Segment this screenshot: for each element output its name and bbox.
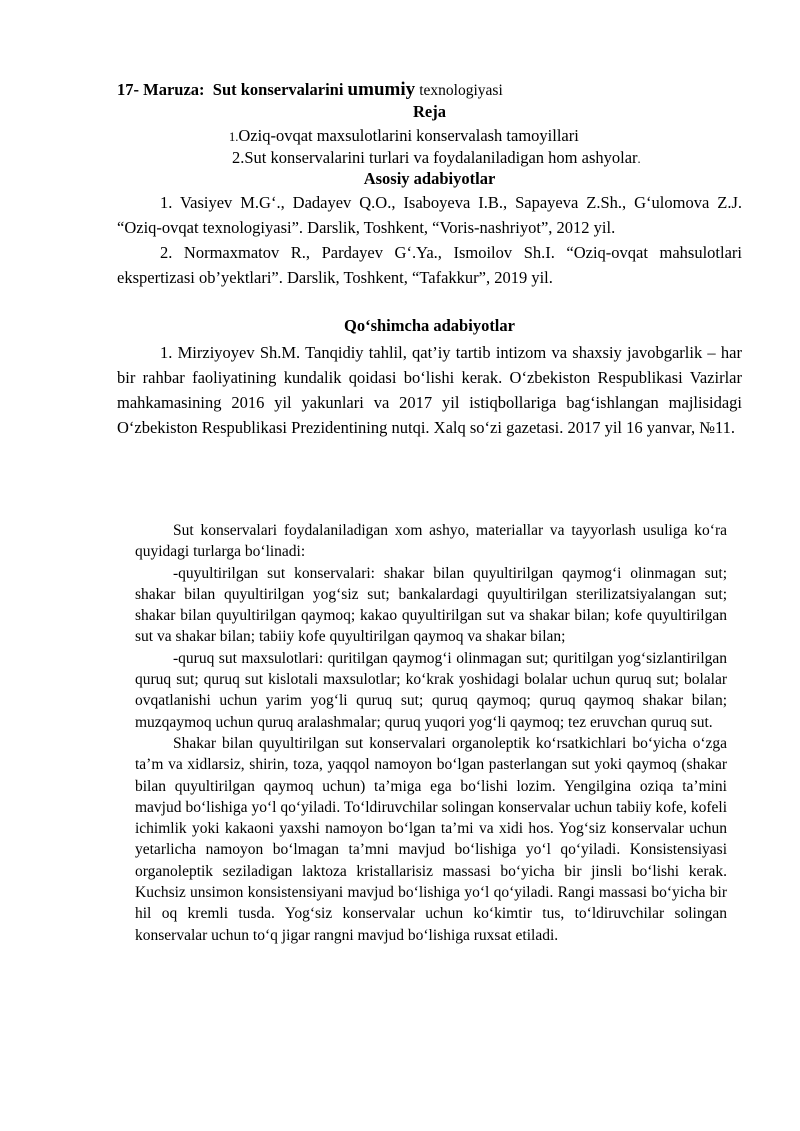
plan-item-1-text: Oziq-ovqat maxsulotlarini konservalash tamoyillari: [238, 126, 579, 145]
body-paragraph-intro: Sut konservalari foydalaniladigan xom ashyo, materiallar va tayyorlash usuliga ko‘ra quyidagi turlarga bo‘linadi:: [135, 522, 727, 561]
plan-item-1-number: 1.: [229, 130, 239, 144]
plan-item-1: [229, 126, 579, 146]
plan-heading: Reja: [413, 102, 446, 121]
plan-item-2: [232, 148, 641, 168]
extra-literature-ref-1: 1. Mirziyoyev Sh.M. Tanqidiy tahlil, qat’iy tartib intizom va shaxsiy javobgarlik – har bir rahbar faoliyatining kundalik qoidasi bo‘lishi kerak. O‘zbekiston Respublikasi Vazirlar mahkamasining 2016 yil yakunlari va 2017 yil istiqbollariga bag‘ishlangan majlisidagi O‘zbekiston Respublikasi Prezidentining nutqi. Xalq so‘zi gazetasi. 2017 yil 16 yanvar, №11.: [117, 343, 742, 437]
main-literature-heading: Asosiy adabiyotlar: [363, 169, 496, 188]
main-literature-list: [117, 190, 742, 290]
lecture-number: 17- Maruza:: [117, 80, 205, 99]
plan-item-2-dot: .: [637, 152, 641, 166]
lecture-title: [117, 79, 503, 101]
main-literature-ref-1: 1. Vasiyev M.G‘., Dadayev Q.O., Isaboyeva I.B., Sapayeva Z.Sh., G‘ulomova Z.J. “Oziq-ovqat texnologiyasi”. Darslik, Toshkent, “Voris-nashriyot”, 2012 yil.: [117, 193, 742, 237]
extra-literature-list: [117, 340, 742, 440]
body-paragraph-organoleptic: Shakar bilan quyultirilgan sut konservalari organoleptik ko‘rsatkichlari bo‘yicha o‘zga ta’m va xidlarsiz, shirin, toza, yaqqol namoyon bo‘lgan pasterlangan sut yoki qaymoq (shakar bilan quyultirilgan qaymoq uchun) ta’miga ega bo‘lishi lozim. Yengilgina oziqa ta’mini mavjud bo‘lishiga yo‘l qo‘yiladi. To‘ldiruvchilar solingan konservalar uchun tabiiy kofe, kofeli ichimlik yoki kakaoni yaxshi namoyon bo‘lgan ta’mi va xidi hos. Yog‘siz konservalar uchun yetarlicha namoyon bo‘lmagan ta’mni mavjud bo‘lishiga yo‘l qo‘yiladi. Konsistensiyasi organoleptik seziladigan laktoza kristallarisiz massasi bo‘yicha bir jinsli bo‘lishi kerak. Kuchsiz unsimon konsistensiyani mavjud bo‘lishiga yo‘l qo‘yiladi. Rangi massasi bo‘yicha bir hil oq kremli tusda. Yog‘siz konservalar uchun ko‘kimtir tus, to‘ldiruvchilar solingan konservalar uchun to‘q jigar rangni mavjud bo‘lishiga ruxsat etiladi.: [135, 734, 727, 944]
extra-literature-heading: Qo‘shimcha adabiyotlar: [344, 316, 515, 335]
body-paragraph-condensed: -quyultirilgan sut konservalari: shakar bilan quyultirilgan qaymog‘i olinmagan sut; shakar bilan quyultirilgan yog‘siz sut; bankalardagi quyultirilgan sterilizatsiyalangan sut; shakar bilan quyultirilgan qaymoq; kakao quyultirilgan sut va shakar bilan; kofe quyultirilgan sut va shakar bilan; tabiiy kofe quyultirilgan qaymoq va shakar bilan;: [135, 564, 727, 646]
lecture-title-part-c: texnologiyasi: [419, 82, 503, 99]
lecture-title-part-a: Sut konservalarini: [212, 80, 344, 99]
lecture-title-part-b: umumiy: [347, 79, 416, 100]
body-text: [135, 520, 727, 946]
main-literature-ref-2: 2. Normaxmatov R., Pardayev G‘.Ya., Ismoilov Sh.I. “Oziq-ovqat mahsulotlari ekspertizasi ob’yektlari”. Darslik, Toshkent, “Tafakkur”, 2019 yil.: [117, 243, 742, 287]
plan-item-2-text: 2.Sut konservalarini turlari va foydalaniladigan hom ashyolar: [232, 148, 638, 167]
body-paragraph-dry: -quruq sut maxsulotlari: quritilgan qaymog‘i olinmagan sut; quritilgan yog‘sizlantirilgan quruq sut; quruq sut kislotali maxsulotlar; ko‘krak yoshidagi bolalar uchun quruq sut; bolalar ovqatlanishi uchun yarim yog‘li quruq sut; quruq qaymoq; quruq qaymoq shakar bilan; muzqaymoq uchun quruq aralashmalar; quruq yuqori yog‘li qaymoq; tez eruvchan quruq sut.: [135, 649, 727, 731]
